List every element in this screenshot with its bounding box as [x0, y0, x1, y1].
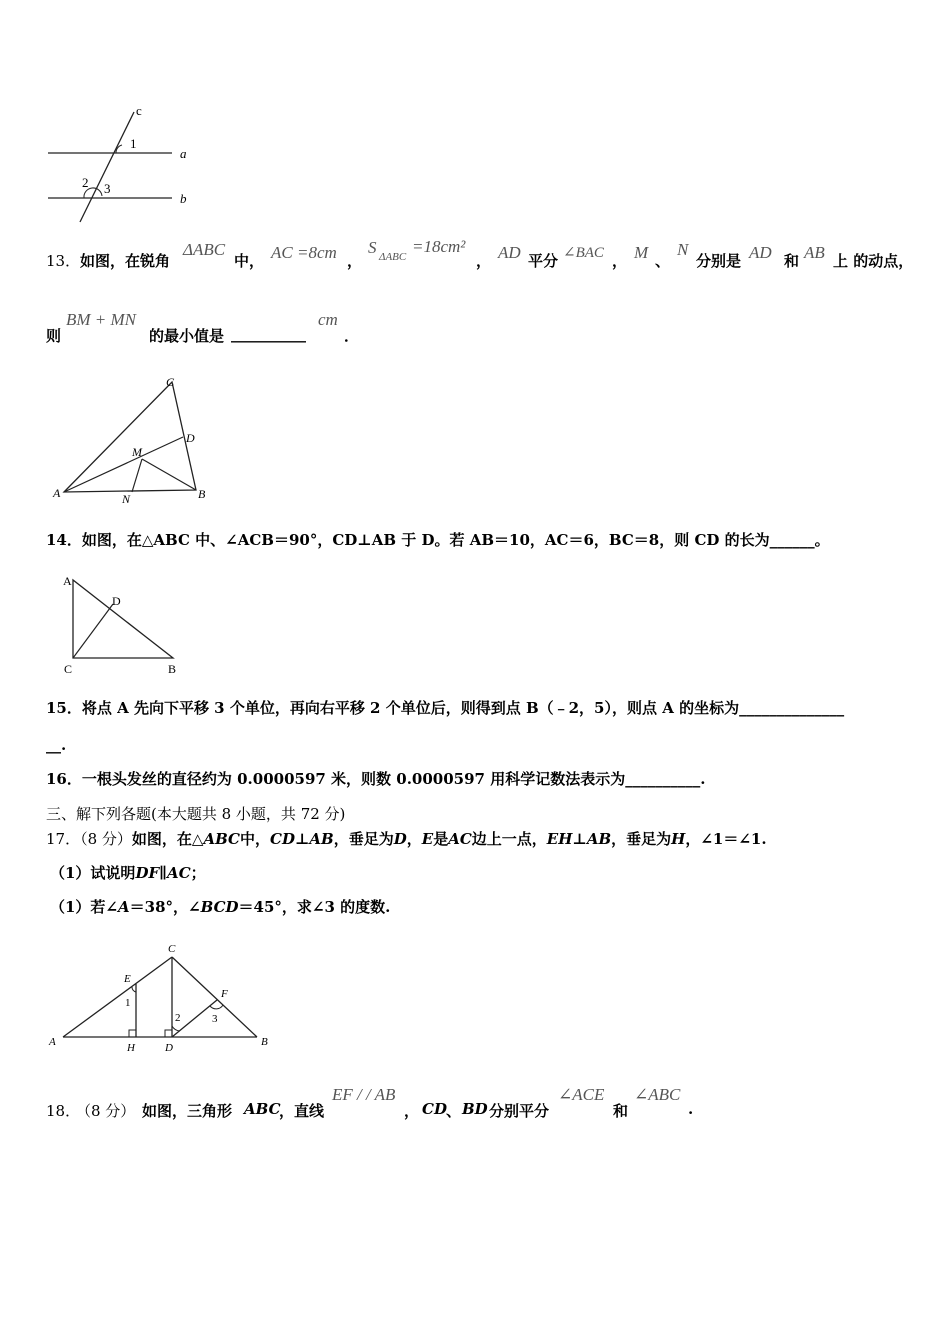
question-17-part-1: [50, 862, 206, 883]
question-number: 18．: [46, 1102, 81, 1120]
vertex-a-label: A: [49, 1036, 56, 1048]
question-text: ＝38°，∠: [129, 898, 201, 916]
math-expression: EH: [546, 830, 573, 848]
question-text: ，垂足为: [611, 830, 672, 848]
question-score: （8 分）: [76, 1102, 136, 1120]
label-c: c: [136, 103, 142, 118]
question-14-text: 14．如图，在△ABC 中、∠ACB＝90°，CD⊥AB 于 D。若 AB＝10，AC＝6，BC＝8，则 CD 的长为______。: [46, 531, 830, 549]
label-angle-2: 2: [82, 175, 89, 190]
math-expression: ABC: [203, 830, 240, 848]
math-expression: DF∥AC: [135, 864, 191, 882]
triangle-abc: [64, 382, 196, 492]
segment-mn: [132, 459, 142, 492]
question-text: 如图，三角形: [142, 1102, 233, 1120]
math-expression: AC =8cm: [271, 243, 337, 262]
math-expression: BCD: [200, 898, 239, 916]
question-text: 平分: [528, 252, 559, 270]
question-text: 的最小值是: [149, 327, 225, 345]
question-17-stem: [46, 828, 767, 849]
punctuation: ．: [344, 327, 360, 345]
angle-2-arc: [172, 1026, 180, 1031]
math-expression: cm: [318, 310, 338, 329]
segment-ac: [63, 957, 172, 1037]
question-text: （1）试说明: [50, 864, 136, 882]
label-angle-1: 1: [130, 136, 137, 151]
math-expression: ABC: [244, 1100, 281, 1118]
math-subscript: ΔABC: [379, 251, 407, 263]
point-d-label: D: [186, 431, 195, 445]
question-15-line-2: __.: [46, 736, 67, 754]
math-expression: AB: [309, 830, 334, 848]
label-a: a: [180, 146, 187, 161]
question-text: 则: [46, 327, 62, 345]
math-expression: M: [634, 243, 649, 262]
angle-3-arc: [210, 1005, 223, 1009]
punctuation: ，: [347, 252, 363, 270]
question-text: 中，: [240, 830, 271, 848]
punctuation: ，: [476, 252, 492, 270]
question-score: （8 分）: [80, 830, 132, 848]
point-f-label: F: [221, 988, 228, 1000]
punctuation: 、: [446, 1102, 462, 1120]
vertex-a-label: A: [53, 486, 61, 500]
vertex-a-label: A: [63, 574, 72, 588]
figure-right-triangle-altitude: [60, 572, 200, 682]
math-expression: AD: [498, 243, 521, 262]
vertex-b-label: B: [168, 662, 177, 676]
math-expression: CD: [422, 1100, 447, 1118]
figure-triangle-perpendiculars: [45, 940, 285, 1060]
math-expression: EF / / AB: [332, 1085, 396, 1104]
math-expression: BD: [462, 1100, 488, 1118]
question-text: 中，: [234, 252, 265, 270]
question-text: 和: [613, 1102, 629, 1120]
punctuation: ；: [190, 864, 206, 882]
math-expression: AB: [804, 243, 825, 262]
question-text: 和: [784, 252, 800, 270]
math-expression: AD: [749, 243, 772, 262]
math-expression: H: [671, 830, 686, 848]
question-text: ，: [406, 830, 422, 848]
question-text: ，直线: [279, 1102, 325, 1120]
section-3-header: 三、解下列各题(本大题共 8 小题，共 72 分): [46, 805, 346, 823]
point-e-label: E: [124, 973, 131, 985]
point-d-label: D: [112, 594, 121, 608]
vertex-c-label: C: [168, 943, 176, 955]
label-angle-3: 3: [104, 181, 111, 196]
question-text: 如图，在△: [131, 830, 204, 848]
point-n-label: N: [122, 492, 131, 506]
question-text: 上 的动点，: [833, 252, 914, 270]
math-expression: AC: [448, 830, 472, 848]
math-expression: BM + MN: [66, 310, 137, 329]
math-expression: ΔABC: [183, 240, 226, 259]
question-text: 分别是: [696, 252, 742, 270]
figure-triangle-abc-bisector: [50, 372, 220, 512]
question-text: 是: [433, 830, 449, 848]
punctuation: ，: [404, 1102, 420, 1120]
segment-bm: [142, 459, 196, 490]
answer-blank: __________: [231, 325, 306, 343]
question-text: ⊥: [294, 830, 310, 848]
vertex-c-label: C: [166, 375, 175, 389]
segment-ad: [64, 437, 183, 492]
question-number: 13．: [46, 252, 81, 270]
question-text: ，垂足为: [333, 830, 394, 848]
point-d-label: D: [165, 1042, 173, 1054]
math-expression: ∠ABC: [634, 1085, 681, 1104]
punctuation: .: [688, 1100, 694, 1118]
line-c: [80, 112, 134, 222]
question-text: ＝45°，求∠3 的度数.: [238, 898, 391, 916]
question-text: ，∠1＝∠1.: [685, 830, 767, 848]
right-angle-h: [129, 1030, 136, 1037]
right-angle-d: [165, 1030, 172, 1037]
figure-parallel-lines: [40, 100, 210, 230]
math-expression: N: [677, 240, 689, 259]
vertex-b-label: B: [261, 1036, 268, 1048]
angle-2-label: 2: [175, 1012, 181, 1024]
label-b: b: [180, 191, 187, 206]
question-text: 如图，在锐角: [80, 252, 171, 270]
math-expression: E: [421, 830, 434, 848]
question-17-part-2: [50, 896, 390, 917]
math-expression: CD: [270, 830, 295, 848]
angle-1-label: 1: [125, 997, 131, 1009]
punctuation: 、: [655, 252, 671, 270]
angle-3-label: 3: [212, 1013, 218, 1025]
question-text: 分别平分: [489, 1102, 550, 1120]
math-expression: ∠BAC: [563, 245, 604, 261]
math-expression: S: [368, 238, 377, 257]
point-h-label: H: [127, 1042, 135, 1054]
segment-cd: [73, 604, 113, 658]
math-expression: ∠ACE: [558, 1085, 605, 1104]
vertex-b-label: B: [198, 487, 206, 501]
question-number: 17．: [46, 830, 81, 848]
point-m-label: M: [132, 445, 142, 459]
question-15-line-1: 15．将点 A 先向下平移 3 个单位，再向右平移 2 个单位后，则得到点 B（﹣2，5），则点 A 的坐标为______________: [46, 699, 845, 717]
math-expression: A: [118, 898, 130, 916]
question-text: （1）若∠: [50, 898, 119, 916]
vertex-c-label: C: [64, 662, 73, 676]
triangle-abc: [73, 580, 173, 658]
segment-cb: [172, 957, 257, 1037]
math-expression: D: [393, 830, 407, 848]
punctuation: ，: [612, 252, 628, 270]
question-text: ⊥: [572, 830, 587, 848]
math-expression: =18cm²: [412, 237, 466, 256]
math-expression: AB: [586, 830, 612, 848]
question-16-text: 16．一根头发丝的直径约为 0.0000597 米，则数 0.0000597 用科学记数法表示为__________.: [46, 770, 706, 788]
question-text: 边上一点，: [471, 830, 547, 848]
